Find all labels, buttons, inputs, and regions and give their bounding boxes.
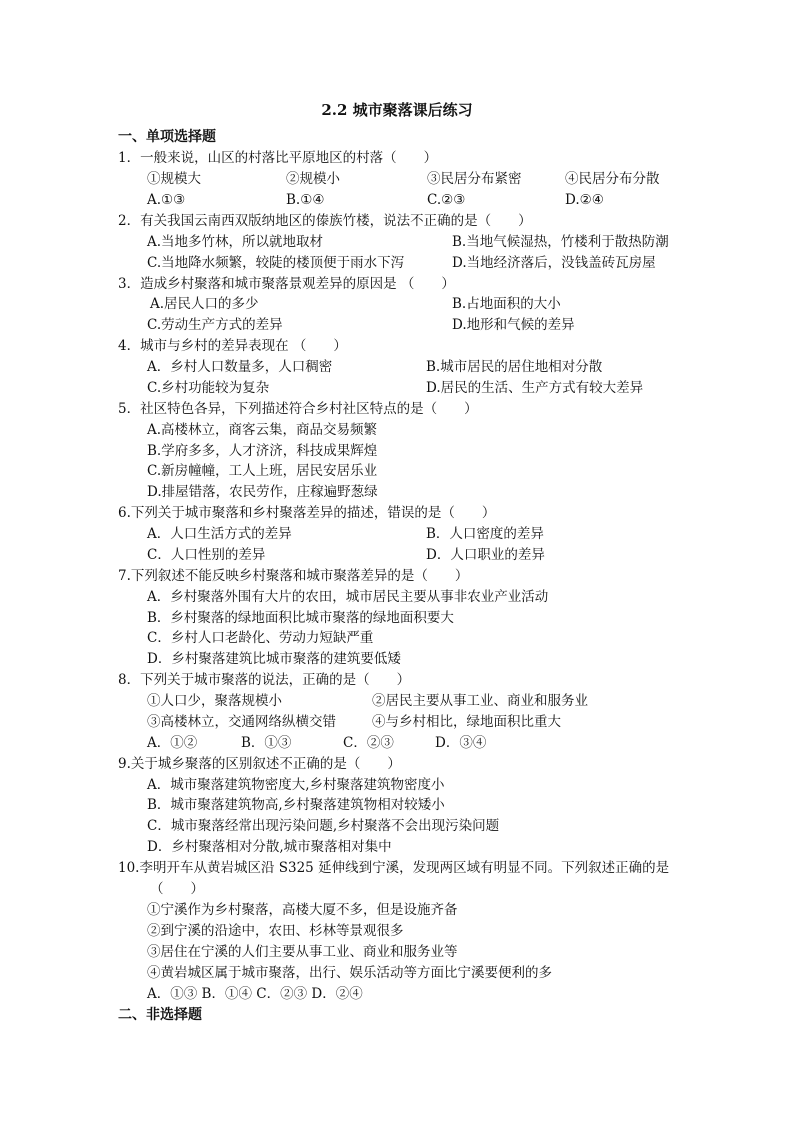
question-8-choice: B．①③	[241, 735, 292, 751]
question-9-option: B．城市聚落建筑物高,乡村聚落建筑物相对较矮小	[147, 797, 445, 813]
question-3-option: C.劳动生产方式的差异	[147, 317, 283, 333]
question-1-stem: 1．一般来说，山区的村落比平原地区的村落（ ）	[118, 150, 438, 166]
question-9-option: D．乡村聚落相对分散,城市聚落相对集中	[147, 839, 392, 855]
section-non-choice: 二、非选择题	[118, 1007, 202, 1023]
question-8-choice: C．②③	[343, 735, 394, 751]
question-2-option: D.当地经济落后，没钱盖砖瓦房屋	[452, 255, 656, 271]
question-6-option: B．人口密度的差异	[426, 526, 544, 542]
question-3-stem: 3．造成乡村聚落和城市聚落景观差异的原因是 （ ）	[118, 276, 455, 292]
question-10-option: ③居住在宁溪的人们主要从事工业、商业和服务业等	[147, 944, 458, 960]
question-2-option: C.当地降水频繁，较陡的楼顶便于雨水下泻	[147, 255, 405, 271]
question-7-option: A．乡村聚落外围有大片的农田，城市居民主要从事非农业产业活动	[147, 589, 549, 605]
question-1-choice: D.②④	[565, 192, 604, 208]
question-6-stem: 6.下列关于城市聚落和乡村聚落差异的描述，错误的是（ ）	[118, 505, 496, 521]
question-5-stem: 5．社区特色各异，下列描述符合乡村社区特点的是（ ）	[118, 401, 478, 417]
question-8-option: ①人口少，聚落规模小	[147, 693, 282, 709]
question-4-option: C.乡村功能较为复杂	[147, 380, 270, 396]
question-9-option: A．城市聚落建筑物密度大,乡村聚落建筑物密度小	[147, 777, 445, 793]
question-9-stem: 9.关于城乡聚落的区别叙述不正确的是（ ）	[118, 756, 401, 772]
question-10-stem: 10.李明开车从黄岩城区沿 S325 延伸线到宁溪，发现两区域有明显不同。下列叙述正确的是	[118, 860, 670, 876]
question-8-choice: A．①②	[147, 735, 198, 751]
question-4-option: B.城市居民的居住地相对分散	[426, 359, 603, 375]
question-7-option: B．乡村聚落的绿地面积比城市聚落的绿地面积要大	[147, 610, 454, 626]
question-8-option: ④与乡村相比，绿地面积比重大	[372, 714, 561, 730]
question-2-option: A.当地多竹林，所以就地取材	[147, 234, 324, 250]
question-1-choice: B.①④	[286, 192, 325, 208]
question-1-option: ④民居分布分散	[565, 171, 660, 187]
question-8-stem: 8．下列关于城市聚落的说法，正确的是（ ）	[118, 672, 411, 688]
question-6-option: A．人口生活方式的差异	[147, 526, 292, 542]
question-3-option: D.地形和气候的差异	[452, 317, 575, 333]
question-4-option: A．乡村人口数量多，人口稠密	[147, 359, 333, 375]
question-1-option: ②规模小	[286, 171, 340, 187]
question-10-stem-cont: （ ）	[150, 881, 204, 897]
question-5-option: C.新房幢幢，工人上班，居民安居乐业	[147, 463, 378, 479]
question-4-stem: 4．城市与乡村的差异表现在 （ ）	[118, 338, 347, 354]
question-1-choice: C.②③	[427, 192, 466, 208]
question-10-choices: A．①③ B．①④ C．②③ D．②④	[147, 986, 363, 1002]
question-8-choice: D．③④	[435, 735, 487, 751]
question-9-option: C．城市聚落经常出现污染问题,乡村聚落不会出现污染问题	[147, 818, 500, 834]
question-3-option: A.居民人口的多少	[150, 296, 259, 312]
question-5-option: A.高楼林立，商客云集，商品交易频繁	[147, 422, 378, 438]
question-1-choice: A.①③	[147, 192, 186, 208]
question-6-option: D．人口职业的差异	[426, 547, 545, 563]
question-7-option: D．乡村聚落建筑比城市聚落的建筑要低矮	[147, 651, 401, 667]
question-1-option: ①规模大	[147, 171, 201, 187]
question-7-option: C．乡村人口老龄化、劳动力短缺严重	[147, 630, 374, 646]
section-single-choice: 一、单项选择题	[118, 129, 216, 145]
question-2-stem: 2．有关我国云南西双版纳地区的傣族竹楼，说法不正确的是（ ）	[118, 213, 532, 229]
question-10-option: ②到宁溪的沿途中，农田、杉林等景观很多	[147, 923, 404, 939]
question-8-option: ③高楼林立，交通网络纵横交错	[147, 714, 336, 730]
page-title: 2.2 城市聚落课后练习	[321, 101, 473, 119]
question-10-option: ①宁溪作为乡村聚落，高楼大厦不多，但是设施齐备	[147, 902, 458, 918]
question-2-option: B.当地气候湿热，竹楼利于散热防潮	[452, 234, 669, 250]
question-1-option: ③民居分布紧密	[427, 171, 522, 187]
question-7-stem: 7.下列叙述不能反映乡村聚落和城市聚落差异的是（ ）	[118, 568, 469, 584]
question-10-option: ④黄岩城区属于城市聚落，出行、娱乐活动等方面比宁溪要便利的多	[147, 965, 552, 981]
question-3-option: B.占地面积的大小	[452, 296, 561, 312]
question-5-option: B.学府多多，人才济济，科技成果辉煌	[147, 443, 378, 459]
question-8-option: ②居民主要从事工业、商业和服务业	[372, 693, 588, 709]
question-5-option: D.排屋错落，农民劳作，庄稼遍野葱绿	[147, 484, 378, 500]
question-6-option: C．人口性别的差异	[147, 547, 266, 563]
question-4-option: D.居民的生活、生产方式有较大差异	[426, 380, 644, 396]
